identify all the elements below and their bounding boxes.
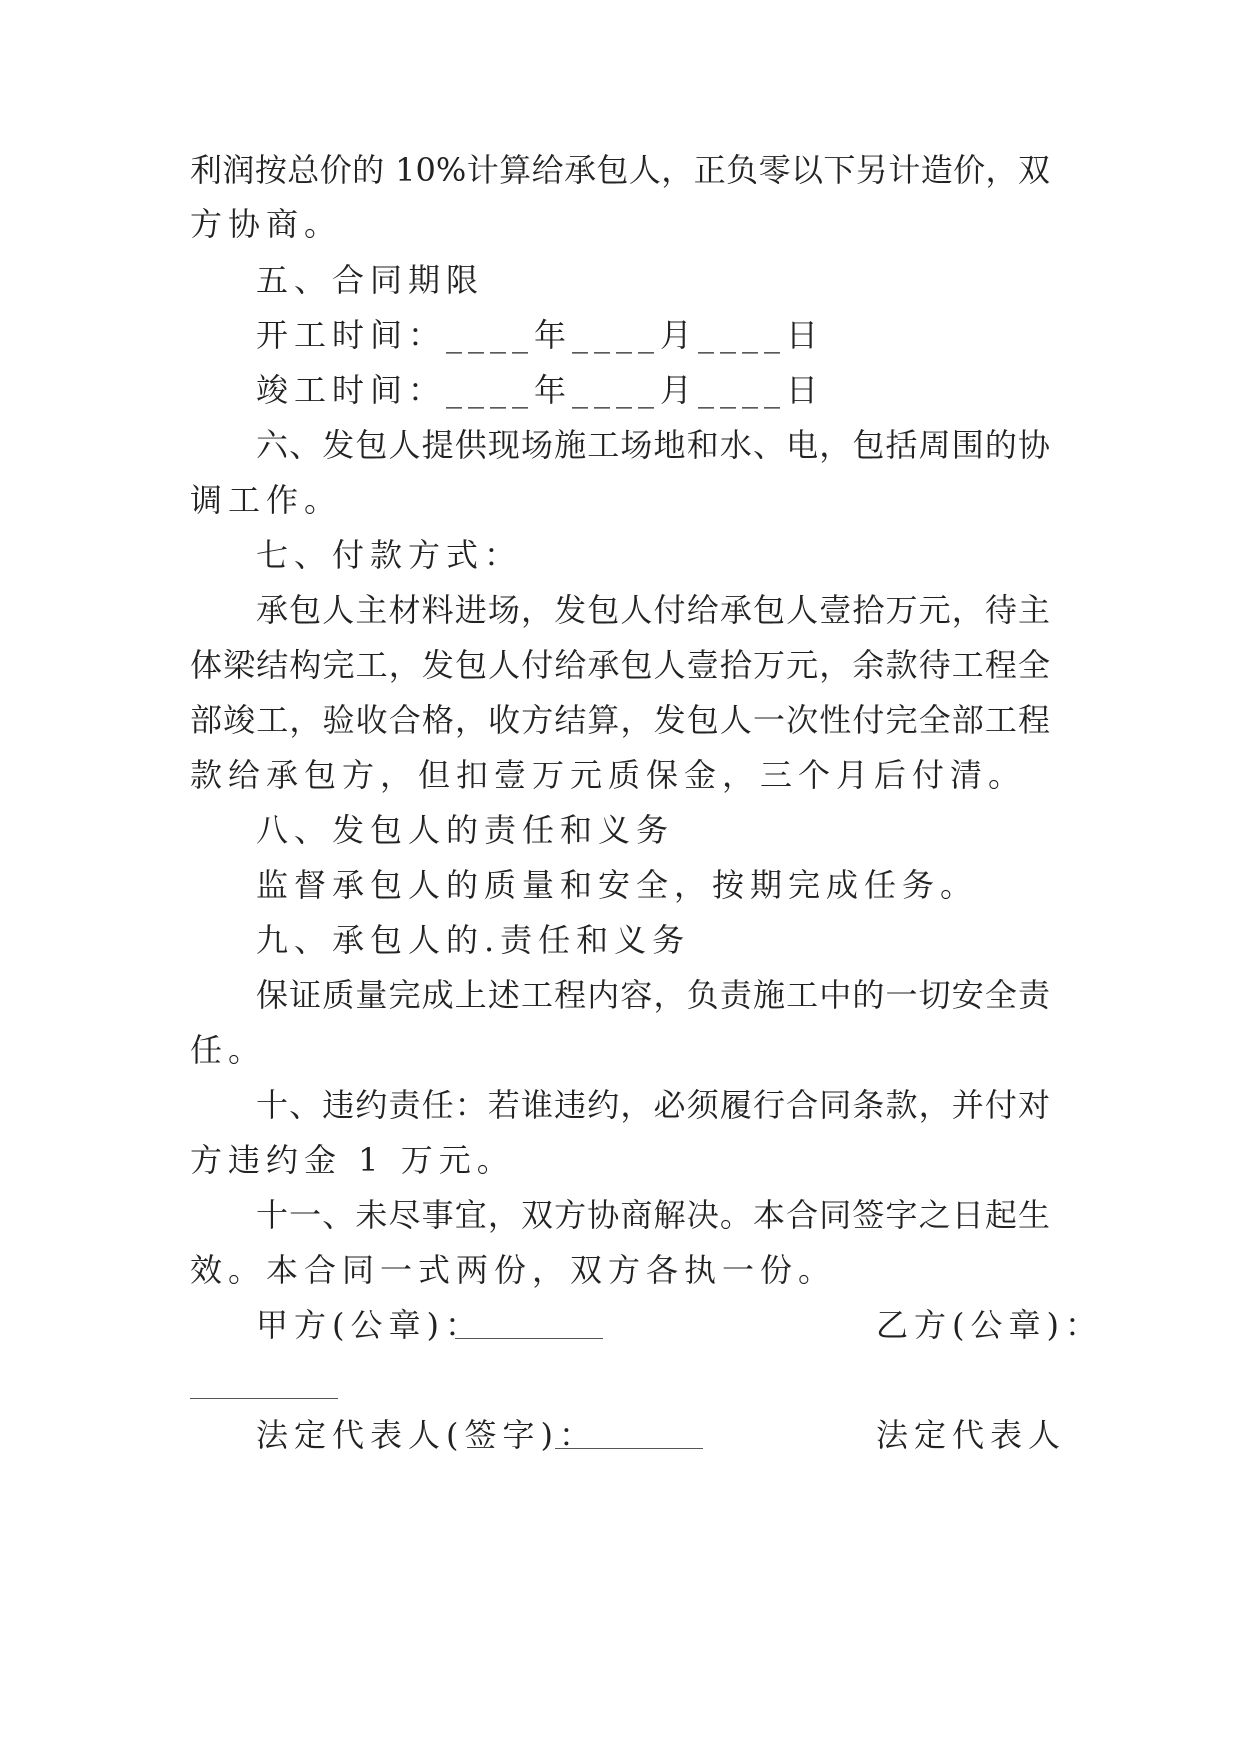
paragraph-line: 部竣工，验收合格，收方结算，发包人一次性付完全部工程	[190, 701, 1050, 739]
paragraph-line: 调工作。	[190, 481, 343, 519]
section-heading: 五、合同期限	[256, 261, 485, 299]
party-a-seal-line	[455, 1338, 603, 1339]
paragraph-line: 十、违约责任：若谁违约，必须履行合同条款，并付对	[256, 1086, 1050, 1124]
section-heading: 八、发包人的责任和义务	[256, 811, 675, 849]
party-b-rep-label: 法定代表人	[876, 1416, 1067, 1454]
paragraph-line: 款给承包方，但扣壹万元质保金，三个月后付清。	[190, 756, 1027, 794]
party-a-rep-label: 法定代表人(签字)：	[256, 1416, 597, 1454]
section-heading: 九、承包人的.责任和义务	[256, 921, 691, 959]
end-date-line: 竣工时间：____年____月____日	[256, 371, 825, 409]
paragraph-line: 体梁结构完工，发包人付给承包人壹拾万元，余款待工程全	[190, 646, 1050, 684]
paragraph-line: 利润按总价的 10%计算给承包人，正负零以下另计造价，双	[190, 151, 1050, 189]
paragraph-line: 方协商。	[190, 205, 343, 243]
party-a-seal-label: 甲方(公章)：	[256, 1306, 483, 1344]
paragraph-line: 监督承包人的质量和安全，按期完成任务。	[256, 866, 979, 904]
party-b-seal-line	[190, 1398, 338, 1399]
paragraph-line: 十一、未尽事宜，双方协商解决。本合同签字之日起生	[256, 1196, 1050, 1234]
start-date-line: 开工时间：____年____月____日	[256, 316, 825, 354]
paragraph-line: 保证质量完成上述工程内容，负责施工中的一切安全责	[256, 976, 1050, 1014]
section-heading: 七、付款方式：	[256, 536, 523, 574]
paragraph-line: 六、发包人提供现场施工场地和水、电，包括周围的协	[256, 426, 1050, 464]
party-b-seal-label: 乙方(公章)：	[876, 1306, 1103, 1344]
paragraph-line: 效。本合同一式两份，双方各执一份。	[190, 1251, 837, 1289]
paragraph-line: 方违约金 1 万元。	[190, 1141, 515, 1179]
paragraph-line: 任。	[190, 1031, 267, 1069]
party-a-rep-line	[555, 1448, 703, 1449]
paragraph-line: 承包人主材料进场，发包人付给承包人壹拾万元，待主	[256, 591, 1050, 629]
